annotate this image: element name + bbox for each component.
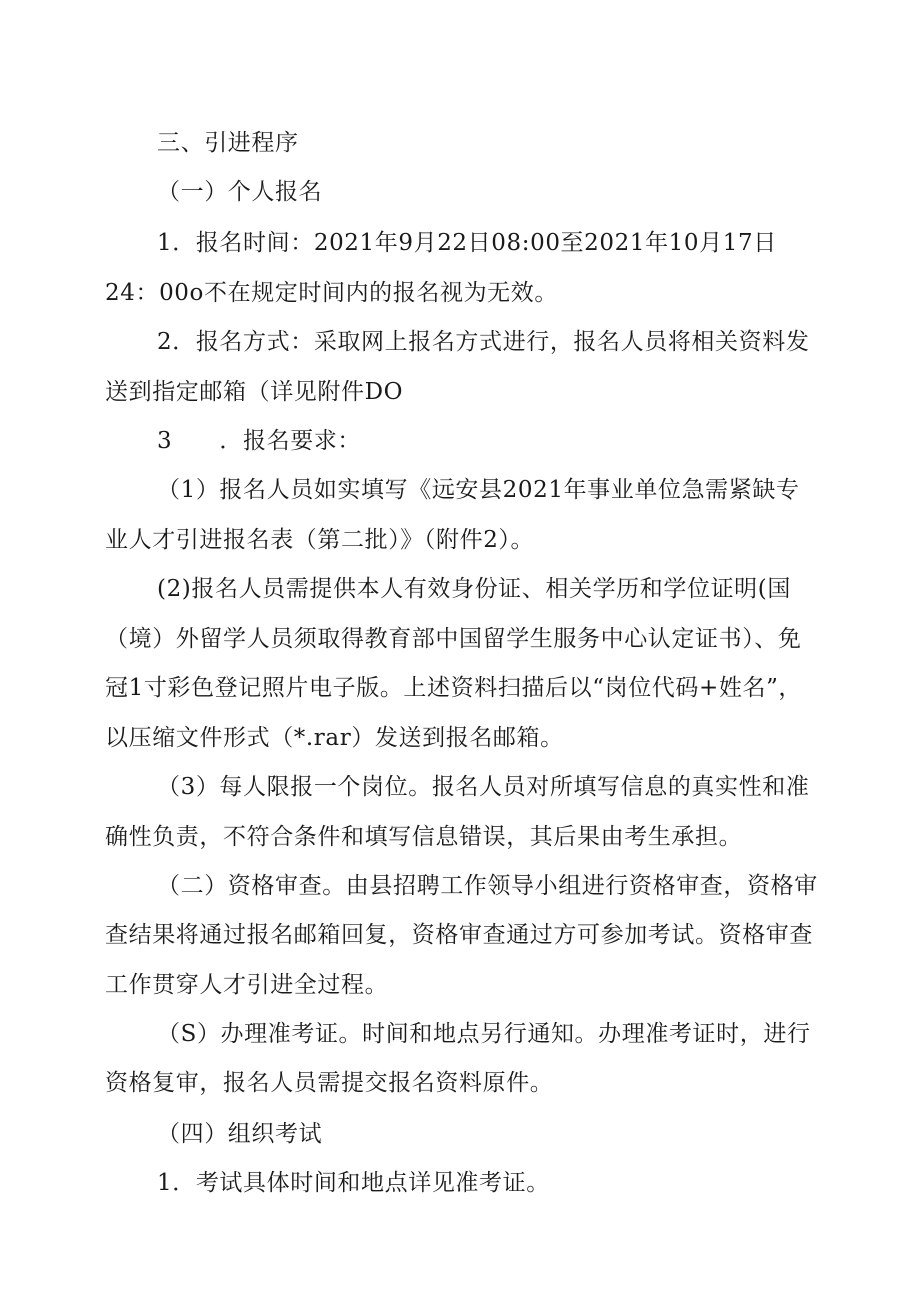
requirement-2-line-1: (2)报名人员需提供本人有效身份证、相关学历和学位证明(国: [157, 576, 791, 602]
requirement-2-line-3: 冠1寸彩色登记照片电子版。上述资料扫描后以“岗位代码+姓名”，: [105, 675, 803, 701]
exam-detail-line: 1．考试具体时间和地点详见准考证。: [157, 1170, 550, 1196]
qualification-review-line-2: 查结果将通过报名邮箱回复，资格审查通过方可参加考试。资格审查: [105, 922, 813, 948]
requirement-2-line-2: （境）外留学人员须取得教育部中国留学生服务中心认定证书）、免: [105, 626, 802, 652]
admission-ticket-line-1: （S）办理准考证。时间和地点另行通知。办理准考证时，进行: [157, 1021, 811, 1047]
requirement-3-line-2: 确性负责，不符合条件和填写信息错误，其后果由考生承担。: [105, 824, 743, 850]
requirement-2-line-4: 以压缩文件形式（*.rar）发送到报名邮箱。: [105, 725, 564, 751]
registration-time-line-1: 1．报名时间：2021年9月22日08:00至2021年10月17日: [157, 230, 777, 256]
qualification-review-line-1: （二）资格审查。由县招聘工作领导小组进行资格审查，资格审: [157, 873, 818, 899]
admission-ticket-line-2: 资格复审，报名人员需提交报名资料原件。: [105, 1070, 554, 1096]
registration-method-line-1: 2．报名方式：采取网上报名方式进行，报名人员将相关资料发: [157, 329, 810, 355]
qualification-review-line-3: 工作贯穿人才引进全过程。: [105, 972, 389, 998]
subsection-heading-personal-registration: （一）个人报名: [157, 179, 323, 205]
requirement-1-line-1: （1）报名人员如实填写《远安县2021年事业单位急需紧缺专: [157, 477, 800, 503]
requirement-3-line-1: （3）每人限报一个岗位。报名人员对所填写信息的真实性和准: [157, 774, 810, 800]
organize-exam-heading: （四）组织考试: [157, 1121, 323, 1147]
registration-requirements-heading: 3 ．报名要求：: [157, 428, 362, 454]
registration-time-line-2: 24：00o不在规定时间内的报名视为无效。: [105, 280, 558, 306]
section-heading: 三、引进程序: [157, 130, 299, 156]
registration-method-line-2: 送到指定邮箱（详见附件DO: [105, 379, 404, 405]
requirement-1-line-2: 业人才引进报名表（第二批）》（附件2）。: [105, 527, 535, 553]
